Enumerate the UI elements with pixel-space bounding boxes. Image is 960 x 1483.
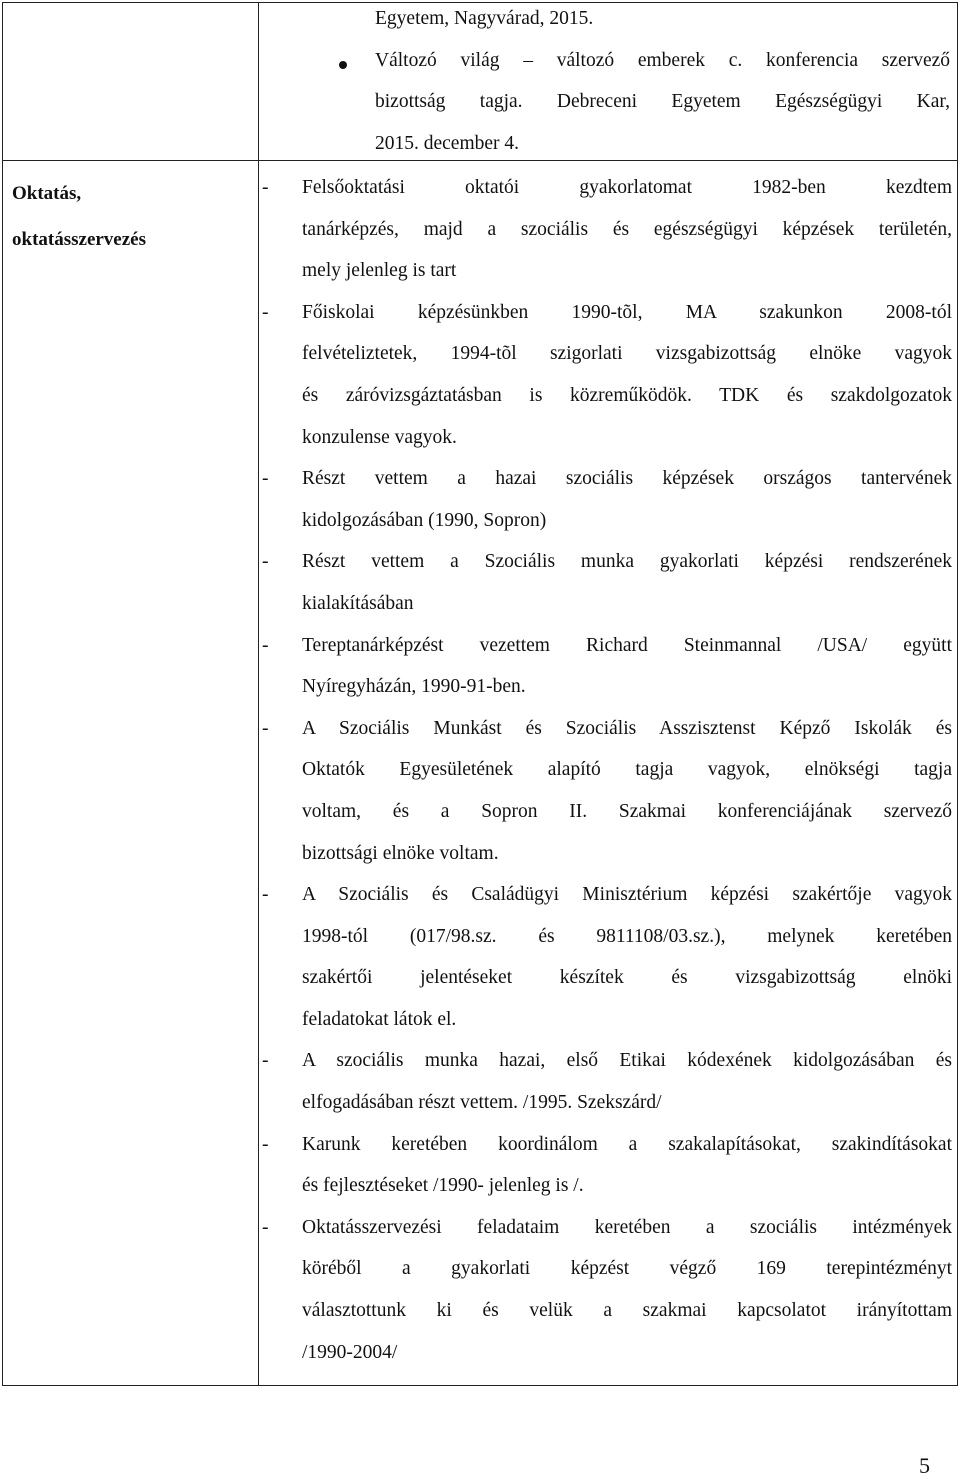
text-line: Részt vettem a hazai szociális képzések országos tantervének — [302, 468, 952, 490]
list-item-text — [302, 1040, 952, 1123]
list-item — [262, 541, 952, 624]
list-item-text — [302, 458, 952, 541]
text-line: szakértői jelentéseket készítek és vizsgabizottság elnöki — [302, 967, 952, 989]
text-line: voltam, és a Sopron II. Szakmai konferenciájának szervező — [302, 800, 952, 822]
text-line: Oktatásszervezési feladataim keretében a szociális intézmények — [302, 1216, 952, 1238]
section-label-line1: Oktatás, — [12, 183, 82, 204]
dash-marker: - — [262, 1050, 269, 1072]
text-line: Tereptanárképzést vezettem Richard Steinmannal /USA/ együtt — [302, 634, 952, 656]
dash-marker: - — [262, 551, 269, 573]
text-line: A Szociális Munkást és Szociális Asszisztenst Képző Iskolák és — [302, 717, 952, 739]
list-item-text — [302, 1124, 952, 1207]
text-line: /1990-2004/ — [302, 1341, 398, 1363]
list-item-text — [302, 874, 952, 1040]
bullet-line: bizottság tagja. Debreceni Egyetem Egészségügyi Kar, — [375, 91, 950, 112]
text-line: mely jelenleg is tart — [302, 260, 457, 282]
dash-marker: - — [262, 634, 269, 656]
top-cell-content — [375, 0, 950, 164]
text-line: Nyíregyházán, 1990-91-ben. — [302, 676, 526, 698]
text-line: választottunk ki és velük a szakmai kapcsolatot irányítottam — [302, 1300, 952, 1322]
text-line: kialakításában — [302, 592, 414, 614]
text-line: 1998-tól (017/98.sz. és 9811108/03.sz.), melynek keretében — [302, 925, 952, 947]
bullet-line: Változó világ – változó emberek c. konferencia szervező — [375, 49, 950, 71]
text-line: bizottsági elnöke voltam. — [302, 842, 499, 864]
list-item — [262, 292, 952, 458]
section-label — [12, 171, 252, 263]
dash-marker: - — [262, 884, 269, 906]
list-item-text — [302, 292, 952, 458]
dash-marker: - — [262, 717, 269, 739]
item-list — [262, 167, 952, 1373]
list-item-text — [302, 625, 952, 708]
text-line: Főiskolai képzésünkben 1990-tõl, MA szakunkon 2008-tól — [302, 301, 952, 323]
list-item — [262, 1207, 952, 1373]
column-divider — [258, 2, 259, 1386]
list-item — [262, 1124, 952, 1207]
text-line: Felsőoktatási oktatói gyakorlatomat 1982-ben kezdtem — [302, 177, 952, 198]
text-line: Oktatók Egyesületének alapító tagja vagyok, elnökségi tagja — [302, 759, 952, 781]
bullet-dot-icon — [339, 61, 347, 69]
list-item — [262, 1040, 952, 1123]
text-line: és záróvizsgáztatásban is közreműködök. TDK és szakdolgozatok — [302, 384, 952, 406]
text-line: A Szociális és Családügyi Minisztérium képzési szakértője vagyok — [302, 884, 952, 906]
text-line: tanárképzés, majd a szociális és egészségügyi képzések területén, — [302, 218, 952, 240]
list-item-text — [302, 167, 952, 292]
section-label-line2: oktatásszervezés — [12, 229, 147, 250]
text-line: elfogadásában részt vettem. /1995. Szekszárd/ — [302, 1092, 662, 1114]
dash-marker: - — [262, 1133, 269, 1155]
list-item — [262, 625, 952, 708]
dash-marker: - — [262, 177, 269, 198]
page-number: 5 — [919, 1453, 930, 1478]
text-line: és fejlesztéseket /1990- jelenleg is /. — [302, 1175, 584, 1197]
text-line: Részt vettem a Szociális munka gyakorlati képzési rendszerének — [302, 551, 952, 573]
list-item-text — [302, 1207, 952, 1373]
list-item — [262, 708, 952, 874]
list-item-text — [302, 541, 952, 624]
dash-marker: - — [262, 1216, 269, 1238]
text-line: Karunk keretében koordinálom a szakalapításokat, szakindításokat — [302, 1133, 952, 1155]
dash-marker: - — [262, 468, 269, 490]
text-line: kidolgozásában (1990, Sopron) — [302, 509, 547, 531]
text-line: A szociális munka hazai, első Etikai kódexének kidolgozásában és — [302, 1050, 952, 1072]
list-item — [262, 167, 952, 292]
list-item — [262, 874, 952, 1040]
text-line: felvételiztetek, 1994-tõl szigorlati vizsgabizottság elnöke vagyok — [302, 343, 952, 365]
top-line: Egyetem, Nagyvárad, 2015. — [375, 8, 594, 29]
text-line: konzulense vagyok. — [302, 426, 457, 448]
dash-marker: - — [262, 301, 269, 323]
text-line: feladatokat látok el. — [302, 1008, 457, 1030]
text-line: köréből a gyakorlati képzést végző 169 terepintézményt — [302, 1258, 952, 1280]
list-item-text — [302, 708, 952, 874]
list-item — [262, 458, 952, 541]
bullet-line: 2015. december 4. — [375, 132, 520, 154]
